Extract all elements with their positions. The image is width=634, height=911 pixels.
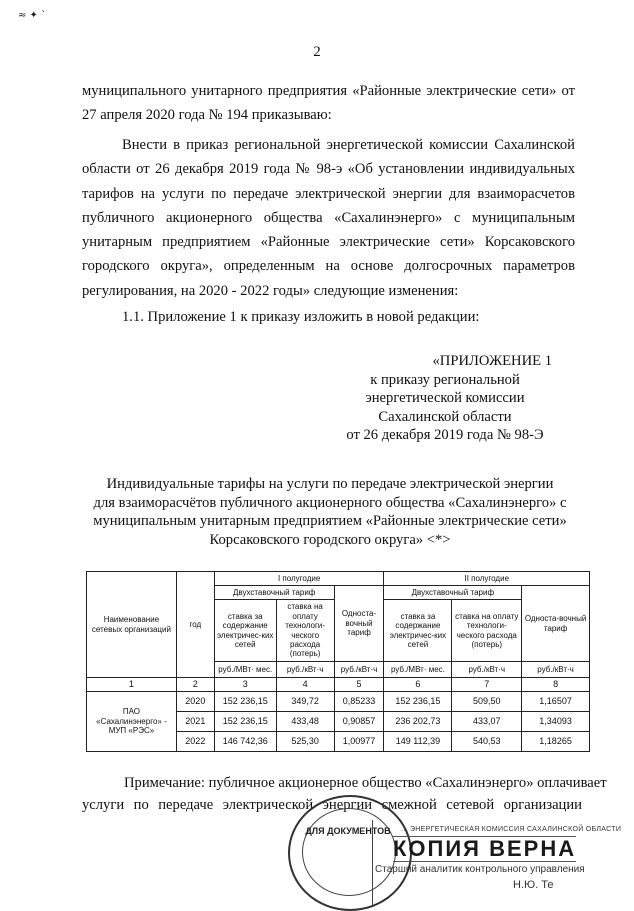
appendix-line: Сахалинской области [378,408,512,425]
heading-line: Корсаковского городского округа» <*> [209,531,451,548]
column-number: 2 [176,678,214,692]
unit-cell: руб./кВт·ч [452,662,522,678]
value-cell: 349,72 [276,692,334,712]
value-cell: 1,18265 [522,732,590,752]
unit-cell: руб./кВт·ч [276,662,334,678]
stamp-org: ... ЭНЕРГЕТИЧЕСКАЯ КОМИССИЯ САХАЛИНСКОЙ ОБЛАСТИ [401,826,622,833]
unit-cell: руб./кВт·ч [334,662,384,678]
value-cell: 152 236,15 [214,692,276,712]
value-cell: 525,30 [276,732,334,752]
value-cell: 0,90857 [334,712,384,732]
value-cell: 152 236,15 [214,712,276,732]
org-name-cell: ПАО «Сахалинэнерго» - МУП «РЭС» [87,692,177,752]
round-seal-text: ДЛЯ ДОКУМЕНТОВ [305,826,391,836]
appendix-line: к приказу региональной [370,371,520,388]
stamp-signer: Н.Ю. Те [513,879,554,891]
value-cell: 433,48 [276,712,334,732]
header-two-part: Двухставочный тариф [214,586,334,600]
header-half-2: II полугодие [384,572,590,586]
tariff-table [86,571,590,752]
header-one-part: Односта-вочный тариф [334,586,384,662]
unit-cell: руб./МВт· мес. [214,662,276,678]
column-number: 1 [87,678,177,692]
header-two-part: Двухставочный тариф [384,586,522,600]
appendix-line: от 26 декабря 2019 года № 98-Э [346,427,544,443]
item-text: 1.1. Приложение 1 к приказу изложить в новой редакции: [122,309,480,325]
year-cell: 2020 [176,692,214,712]
text-line: Примечание: публичное акционерное общество «Сахалинэнерго» оплачивает [124,775,607,791]
column-number: 7 [452,678,522,692]
text-line: публичного акционерного общества «Сахалинэнерго» с муниципальным [82,209,575,226]
text-line: унитарным предприятием «Районные электрические сети» Корсаковского [82,234,575,251]
text-line: области от 26 декабря 2019 года № 98-э «Об установлении индивидуальных [82,161,575,178]
appendix-block [320,352,570,445]
corner-scan-marks: ≈ ✦ ˋ [18,10,47,21]
unit-cell: руб./кВт·ч [522,662,590,678]
certified-copy-stamp [372,820,634,905]
heading-line: муниципальным унитарным предприятием «Районные электрические сети» [93,513,567,530]
column-number: 3 [214,678,276,692]
value-cell: 149 112,39 [384,732,452,752]
stamp-position: Старший аналитик контрольного управления [375,864,585,875]
unit-cell: руб./МВт· мес. [384,662,452,678]
body-paragraph [82,133,575,303]
value-cell: 0,85233 [334,692,384,712]
column-number: 5 [334,678,384,692]
text-line: Внести в приказ региональной энергетической комиссии Сахалинской [122,137,575,153]
page-number: 2 [313,44,321,60]
appendix-line: энергетической комиссии [365,390,525,406]
value-cell: 1,34093 [522,712,590,732]
value-cell: 509,50 [452,692,522,712]
header-year: год [176,572,214,678]
column-number: 6 [384,678,452,692]
text-line: городского округа», определенным на основе долгосрочных параметров [82,258,575,275]
header-org: Наименование сетевых организаций [87,572,177,678]
year-cell: 2021 [176,712,214,732]
text-line: 27 апреля 2020 года № 194 приказываю: [82,107,332,124]
header-maint-rate: ставка за содержание электричес-ких сетей [384,600,452,662]
text-line: регулирования, на 2020 - 2022 годы» следующие изменения: [82,282,459,299]
header-maint-rate: ставка за содержание электричес-ких сетей [214,600,276,662]
text-line: муниципального унитарного предприятия «Районные электрические сети» от [82,83,575,99]
table-row [87,692,590,712]
value-cell: 433,07 [452,712,522,732]
value-cell: 236 202,73 [384,712,452,732]
value-cell: 152 236,15 [384,692,452,712]
value-cell: 1,16507 [522,692,590,712]
table-heading [70,475,590,549]
column-number: 4 [276,678,334,692]
header-half-1: I полугодие [214,572,384,586]
header-loss-rate: ставка на оплату технологи-ческого расхода (потерь) [452,600,522,662]
header-loss-rate: ставка на оплату технологи-ческого расхода (потерь) [276,600,334,662]
intro-paragraph [82,79,575,128]
value-cell: 1,00977 [334,732,384,752]
year-cell: 2022 [176,732,214,752]
header-one-part: Односта-вочный тариф [522,586,590,662]
value-cell: 146 742,36 [214,732,276,752]
text-line: услуги по передаче электрической энергии смежной сетевой организации [82,797,582,813]
text-line: тарифов на услуги по передаче электрической энергии для взаиморасчетов [82,185,575,202]
value-cell: 540,53 [452,732,522,752]
item-1-1 [122,305,582,329]
stamp-title: КОПИЯ ВЕРНА [393,836,577,861]
column-number: 8 [522,678,590,692]
heading-line: Индивидуальные тарифы на услуги по передаче электрической энергии [106,476,554,492]
appendix-title: «ПРИЛОЖЕНИЕ 1 [432,353,552,369]
heading-line: для взаиморасчётов публичного акционерного общества «Сахалинэнерго» с [93,494,567,511]
